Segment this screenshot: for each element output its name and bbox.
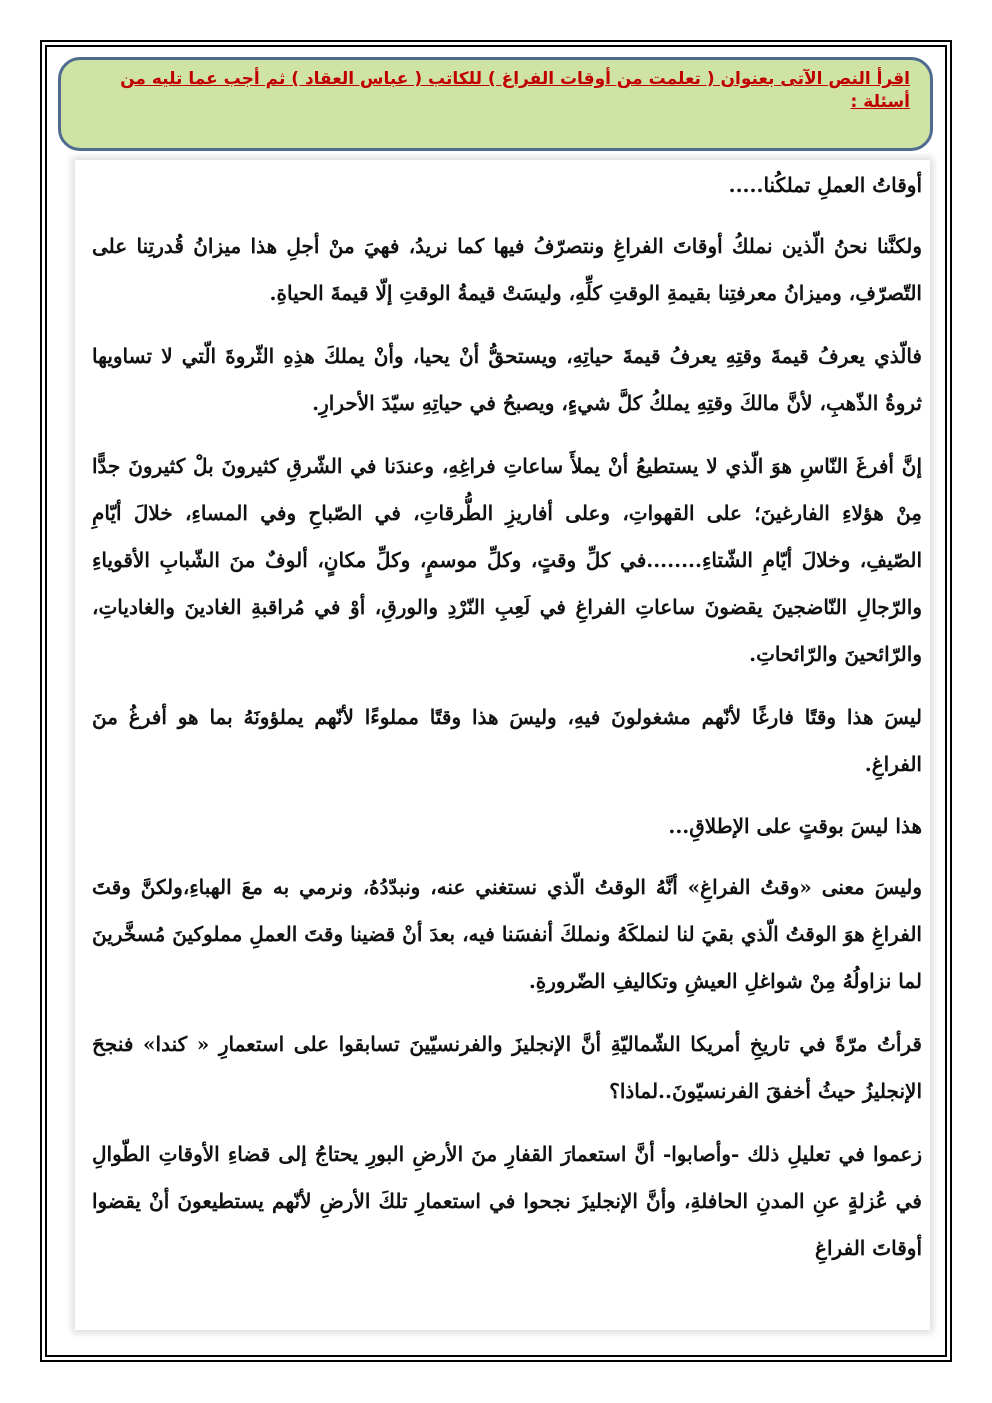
paragraph: قرأتُ مرّةً في تاريخِ أمريكا الشّماليّةِ أنَّ الإنجليزَ والفرنسيّينَ تسابقوا على استعمارِ « كندا» فنجحَ الإنجليزُ حيثُ أخفقَ الفرنسيّونَ..لماذا؟ bbox=[92, 1032, 922, 1103]
paragraph: ليسَ هذا وقتًا فارغًا لأنّهم مشغولونَ فيهِ، وليسَ هذا وقتًا مملوءًا لأنّهم يملؤونَهُ بما هو أفرغُ منَ الفراغِ. bbox=[92, 705, 922, 776]
section-heading: هذا ليسَ بوقتٍ على الإطلاقِ... bbox=[668, 814, 922, 838]
instruction-box bbox=[58, 57, 933, 151]
instruction-text: اقرأ النص الآتى بعنوان ( تعلمت من أوقات الفراغ ) للكاتب ( عباس العقاد ) ثم أجب عما تليه من أسئلة : bbox=[120, 69, 910, 112]
paragraph: إنَّ أفرغَ النّاسِ هوَ الّذي لا يستطيعُ أنْ يملأَ ساعاتِ فراغِهِ، وعندَنا في الشّرقِ كثيرونَ بلْ كثيرونَ جدًّا مِنْ هؤلاءِ الفارغينَ؛ على القهواتِ، وعلى أفاريزِ الطُّرقاتِ، في الصّباحِ وفي المساءِ، خلالَ أيّامِ الصّيفِ، وخلالَ أيّامِ الشّتاءِ........في كلِّ وقتٍ، وكلِّ موسمٍ، وكلِّ مكانٍ، ألوفٌ منَ الشّبابِ الأقوياءِ والرّجالِ النّاضجينَ يقضونَ ساعاتِ الفراغِ في لَعِبِ النّرْدِ والورقِ، أوْ في مُراقبةِ الغادينَ والغادياتِ، والرّائحينَ والرّائحاتِ. bbox=[92, 454, 922, 666]
article-text bbox=[92, 163, 922, 1272]
paragraph: ولكنَّنا نحنُ الّذين نملكُ أوقاتَ الفراغِ ونتصرّفُ فيها كما نريدُ، فهيَ منْ أجلِ هذا ميزانُ قُدرتِنا على التّصرّفِ، وميزانُ معرفتِنا بقيمةِ الوقتِ كلِّهِ، وليسَتْ قيمةُ الوقتِ إلّا قيمةَ الحياةِ. bbox=[92, 234, 922, 305]
paragraph: وليسَ معنى «وقتُ الفراغِ» أنَّهُ الوقتُ الّذي نستغني عنه، ونبدّدُهُ، ونرمي به معَ الهباءِ،ولكنَّ وقتَ الفراغِ هوَ الوقتُ الّذي بقيَ لنا لنملكَهُ ونملكَ أنفسَنا فيه، بعدَ أنْ قضينا وقتَ العملِ مملوكينَ مُسخَّرينَ لما نزاولُهُ مِنْ شواغلِ العيشِ وتكاليفِ الضّرورةِ. bbox=[92, 875, 922, 993]
section-heading: أوقاتُ العملِ تملكُنا..... bbox=[728, 173, 922, 197]
paragraph: زعموا في تعليلِ ذلك -وأصابوا- أنَّ استعمارَ القفارِ منَ الأرضِ البورِ يحتاجُ إلى قضاءِ الأوقاتِ الطّوالِ في عُزلةٍ عنِ المدنِ الحافلةِ، وأنَّ الإنجليزَ نجحوا في استعمارِ تلكَ الأرضِ لأنّهم يستطيعونَ أنْ يقضوا أوقاتَ الفراغِ bbox=[92, 1142, 922, 1260]
paragraph: فالّذي يعرفُ قيمةَ وقتِهِ يعرفُ قيمةَ حياتِهِ، ويستحقُّ أنْ يحيا، وأنْ يملكَ هذِهِ الثّروةَ الّتي لا تساويها ثروةُ الذّهبِ، لأنَّ مالكَ وقتِهِ يملكُ كلَّ شيءٍ، ويصبحُ في حياتِهِ سيّدَ الأحرارِ. bbox=[92, 344, 922, 415]
